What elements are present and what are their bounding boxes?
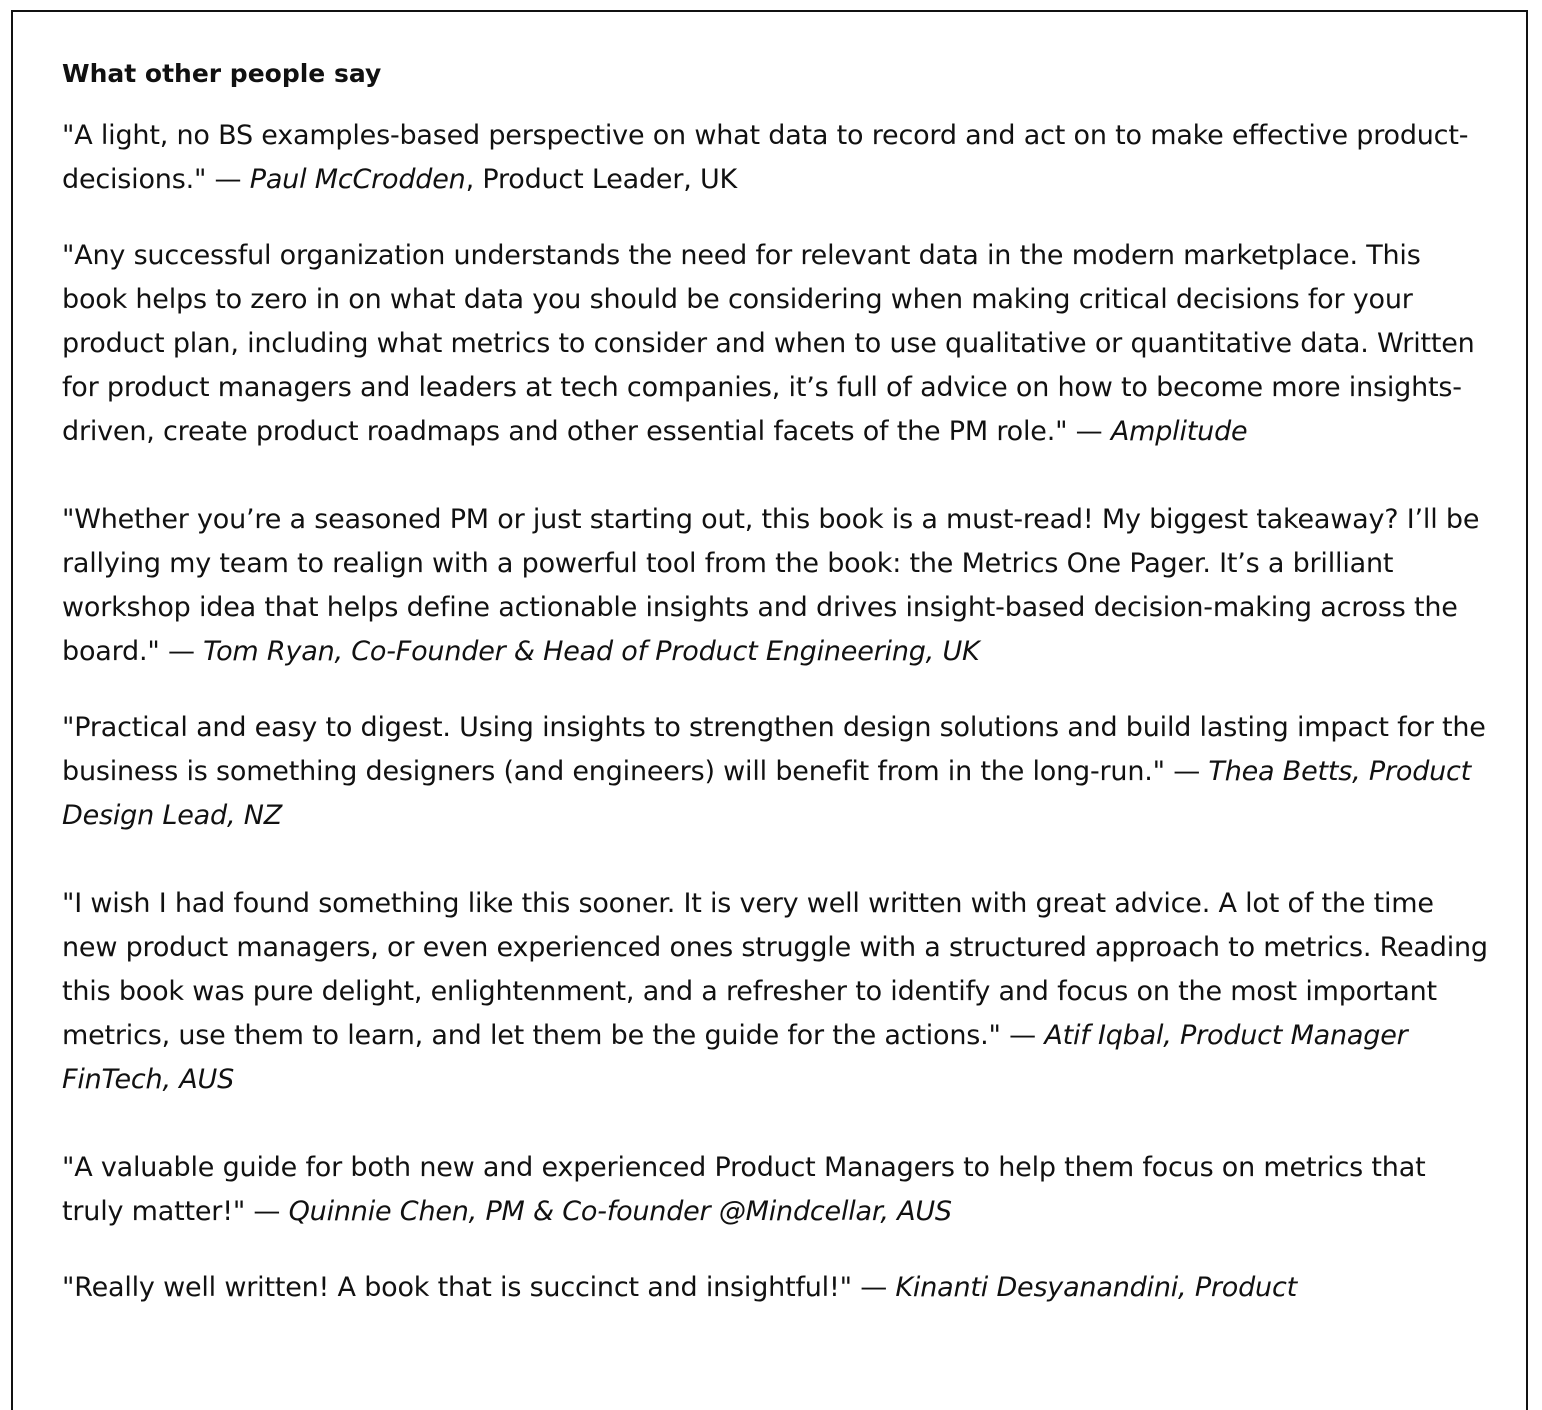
testimonial-text: "A light, no BS examples-based perspective on what data to record and act on to make effective product-decisions." — [62, 120, 1469, 195]
testimonial [62, 114, 1492, 202]
testimonial-author: Tom Ryan, Co-Founder & Head of Product Engineering, UK [203, 636, 980, 667]
testimonial-author: Amplitude [1110, 416, 1248, 447]
testimonial-author: Quinnie Chen, PM & Co-founder @Mindcellar, AUS [288, 1196, 952, 1227]
testimonial [62, 882, 1492, 1102]
testimonial-author-suffix: , Product Leader, UK [465, 164, 738, 195]
testimonial-text: "Any successful organization understands the need for relevant data in the modern marketplace. This book helps to zero in on what data you should be considering when making critical decisions for your product plan, including what metrics to consider and when to use qualitative or quantitative data. Written for product managers and leaders at tech companies, it’s full of advice on how to become more insights-driven, create product roadmaps and other essential facets of the PM role." — [62, 240, 1475, 447]
testimonial-text: "Really well written! A book that is succinct and insightful!" — [62, 1272, 896, 1303]
testimonials-content [62, 56, 1492, 1310]
testimonial-text: "I wish I had found something like this sooner. It is very well written with great advice. A lot of the time new product managers, or even experienced ones struggle with a structured approach to metrics. Reading this book was pure delight, enlightenment, and a refresher to identify and focus on the most important metrics, use them to learn, and let them be the guide for the actions." — [62, 888, 1488, 1051]
testimonial-author: Atif Iqbal, Product Manager FinTech, AUS [62, 1020, 1408, 1095]
testimonial-author: Thea Betts, Product Design Lead, NZ [62, 756, 1472, 831]
testimonial [62, 234, 1492, 454]
testimonial-text: "Practical and easy to digest. Using insights to strengthen design solutions and build lasting impact for the business is something designers (and engineers) will benefit from in the long-run." — [62, 712, 1486, 787]
testimonials-panel [11, 10, 1528, 1410]
testimonial [62, 1146, 1492, 1234]
testimonial [62, 706, 1492, 838]
testimonial-text: "A valuable guide for both new and experienced Product Managers to help them focus on metrics that truly matter!" — [62, 1152, 1426, 1227]
section-title: What other people say [62, 59, 382, 88]
testimonial-text: "Whether you’re a seasoned PM or just starting out, this book is a must-read! My biggest takeaway? I’ll be rallying my team to realign with a powerful tool from the book: the Metrics One Pager. It’s a brilliant workshop idea that helps define actionable insights and drives insight-based decision-making across the board." — [62, 504, 1480, 667]
testimonial-author: Kinanti Desyanandini, Product [895, 1272, 1298, 1303]
testimonial-author: Paul McCrodden [249, 164, 466, 195]
testimonial [62, 1266, 1492, 1310]
testimonial [62, 498, 1492, 674]
